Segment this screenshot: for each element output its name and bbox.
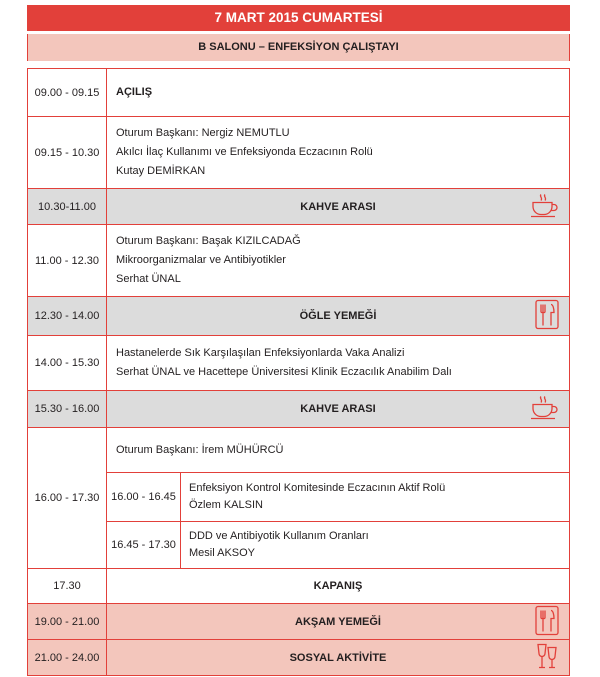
break-row bbox=[28, 189, 570, 225]
break-row bbox=[28, 640, 570, 676]
schedule bbox=[27, 5, 570, 676]
closing-cell bbox=[107, 569, 570, 604]
sub-time-cell: 16.45 - 17.30 bbox=[107, 522, 181, 568]
session-speaker: Kutay DEMİRKAN bbox=[116, 165, 206, 177]
schedule-table bbox=[27, 68, 570, 676]
break-cell bbox=[107, 297, 570, 336]
time-cell: 15.30 - 16.00 bbox=[28, 391, 107, 428]
session-chair: Oturum Başkanı: Nergiz NEMUTLU bbox=[116, 127, 290, 139]
break-cell bbox=[107, 189, 570, 225]
fork-knife-icon bbox=[535, 605, 559, 638]
coffee-cup-icon bbox=[529, 192, 559, 221]
break-cell bbox=[107, 604, 570, 640]
session-cell bbox=[107, 428, 570, 569]
session-topic: DDD ve Antibiyotik Kullanım Oranları bbox=[189, 530, 369, 542]
session-chair: Oturum Başkanı: İrem MÜHÜRCÜ bbox=[107, 428, 569, 473]
session-speaker: Mesil AKSOY bbox=[189, 547, 256, 559]
hall-title: B SALONU – ENFEKSİYON ÇALIŞTAYI bbox=[27, 34, 570, 61]
sub-session-row bbox=[107, 473, 569, 522]
time-cell: 09.00 - 09.15 bbox=[28, 69, 107, 117]
session-cell bbox=[107, 69, 570, 117]
session-speaker: Serhat ÜNAL bbox=[116, 273, 181, 285]
time-cell: 19.00 - 21.00 bbox=[28, 604, 107, 640]
break-label: AKŞAM YEMEĞİ bbox=[295, 615, 381, 628]
sub-session-row bbox=[107, 522, 569, 568]
session-topic: Akılcı İlaç Kullanımı ve Enfeksiyonda Eczacının Rolü bbox=[116, 146, 373, 158]
schedule-row bbox=[28, 428, 570, 569]
break-label: KAHVE ARASI bbox=[300, 200, 376, 213]
session-topic: Mikroorganizmalar ve Antibiyotikler bbox=[116, 254, 286, 266]
schedule-row bbox=[28, 336, 570, 391]
session-cell bbox=[107, 336, 570, 391]
fork-knife-icon bbox=[535, 300, 559, 333]
sub-session-cell bbox=[181, 522, 369, 568]
date-title: 7 MART 2015 CUMARTESİ bbox=[27, 5, 570, 31]
break-row bbox=[28, 297, 570, 336]
session-chair: Oturum Başkanı: Başak KIZILCADAĞ bbox=[116, 235, 301, 247]
session-cell bbox=[107, 117, 570, 189]
time-cell: 12.30 - 14.00 bbox=[28, 297, 107, 336]
break-cell bbox=[107, 640, 570, 676]
break-row bbox=[28, 604, 570, 640]
schedule-row bbox=[28, 225, 570, 297]
time-cell: 16.00 - 17.30 bbox=[28, 428, 107, 569]
session-topic: Hastanelerde Sık Karşılaşılan Enfeksiyonlarda Vaka Analizi bbox=[116, 347, 405, 359]
schedule-row bbox=[28, 569, 570, 604]
time-cell: 10.30-11.00 bbox=[28, 189, 107, 225]
session-cell bbox=[107, 225, 570, 297]
wine-glasses-icon bbox=[535, 641, 559, 674]
coffee-cup-icon bbox=[529, 395, 559, 424]
time-cell: 21.00 - 24.00 bbox=[28, 640, 107, 676]
break-cell bbox=[107, 391, 570, 428]
time-cell: 17.30 bbox=[28, 569, 107, 604]
session-speaker: Özlem KALSIN bbox=[189, 499, 263, 511]
time-cell: 09.15 - 10.30 bbox=[28, 117, 107, 189]
break-label: SOSYAL AKTİVİTE bbox=[289, 651, 387, 664]
break-label: KAHVE ARASI bbox=[300, 403, 376, 415]
closing-label: KAPANIŞ bbox=[313, 580, 363, 592]
sub-session-cell bbox=[181, 473, 445, 521]
break-label: ÖĞLE YEMEĞİ bbox=[299, 310, 377, 322]
schedule-row bbox=[28, 69, 570, 117]
session-speaker: Serhat ÜNAL ve Hacettepe Üniversitesi Klinik Eczacılık Anabilim Dalı bbox=[116, 366, 452, 378]
break-row bbox=[28, 391, 570, 428]
schedule-row bbox=[28, 117, 570, 189]
time-cell: 11.00 - 12.30 bbox=[28, 225, 107, 297]
sub-time-cell: 16.00 - 16.45 bbox=[107, 473, 181, 521]
session-topic: Enfeksiyon Kontrol Komitesinde Eczacının Aktif Rolü bbox=[189, 482, 446, 494]
session-title: AÇILIŞ bbox=[116, 86, 153, 98]
time-cell: 14.00 - 15.30 bbox=[28, 336, 107, 391]
